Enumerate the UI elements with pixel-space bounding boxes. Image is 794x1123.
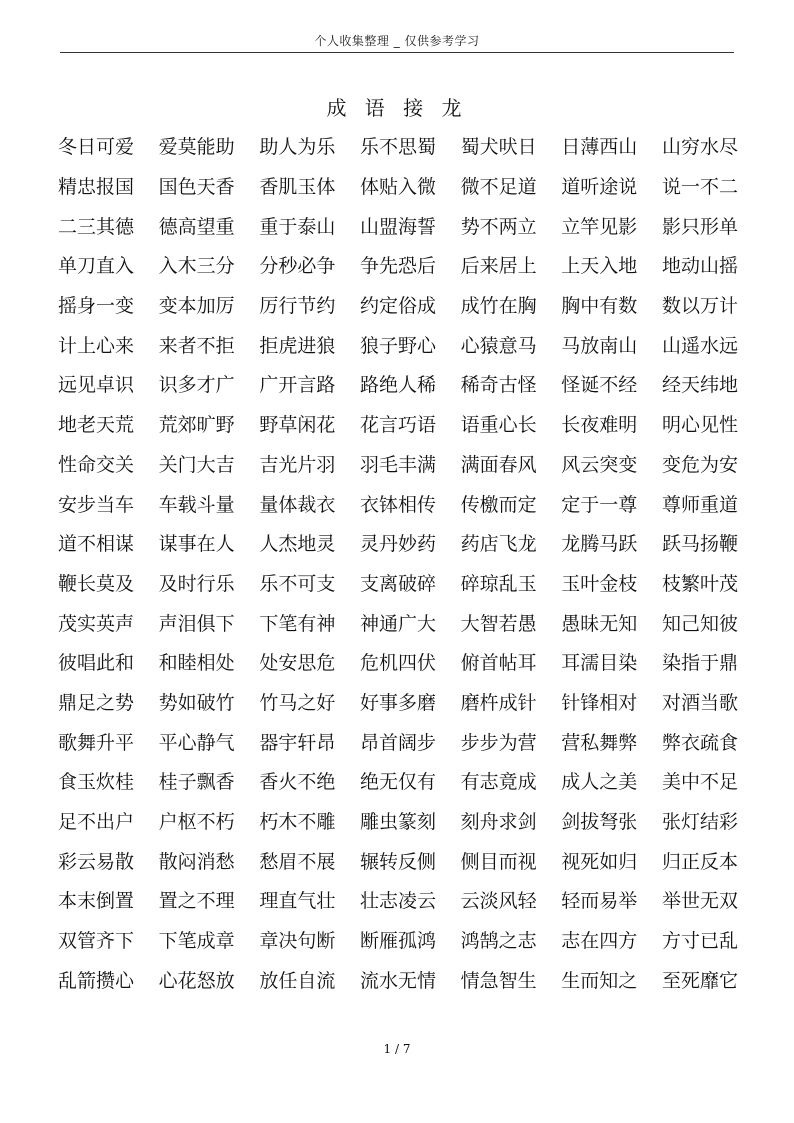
- idiom: 户枢不朽: [158, 811, 235, 834]
- idiom: 荒郊旷野: [158, 414, 235, 437]
- idiom: 心猿意马: [460, 334, 537, 357]
- idiom: 方寸已乱: [661, 930, 738, 953]
- idiom: 彼唱此和: [58, 652, 135, 675]
- idiom: 乐不思蜀: [359, 136, 436, 159]
- page-header: 个人收集整理 _ 仅供参考学习: [314, 34, 480, 48]
- idiom-row: [58, 840, 738, 880]
- idiom: 染指于鼎: [661, 652, 738, 675]
- idiom-row: [58, 920, 738, 960]
- idiom: 散闷消愁: [158, 850, 235, 873]
- idiom: 势如破竹: [158, 691, 235, 714]
- idiom: 器宇轩昂: [259, 731, 336, 754]
- idiom: 花言巧语: [359, 414, 436, 437]
- idiom: 壮志凌云: [359, 890, 436, 913]
- idiom: 弊衣疏食: [661, 731, 738, 754]
- idiom: 昂首阔步: [359, 731, 436, 754]
- idiom: 至死靡它: [661, 969, 738, 992]
- idiom-row: [58, 761, 738, 801]
- idiom: 神通广大: [359, 612, 436, 635]
- idiom: 稀奇古怪: [460, 374, 537, 397]
- idiom: 枝繁叶茂: [661, 572, 738, 595]
- idiom: 约定俗成: [359, 295, 436, 318]
- idiom: 愁眉不展: [259, 850, 336, 873]
- idiom: 明心见性: [661, 414, 738, 437]
- idiom-row: [58, 245, 738, 285]
- idiom: 野草闲花: [259, 414, 336, 437]
- idiom: 路绝人稀: [359, 374, 436, 397]
- idiom: 流水无情: [359, 969, 436, 992]
- idiom: 断雁孤鸿: [359, 930, 436, 953]
- idiom: 胸中有数: [561, 295, 638, 318]
- idiom: 愚昧无知: [561, 612, 638, 635]
- idiom-row: [58, 880, 738, 920]
- idiom: 识多才广: [158, 374, 235, 397]
- idiom: 来者不拒: [158, 334, 235, 357]
- idiom: 车载斗量: [158, 493, 235, 516]
- idiom: 足不出户: [58, 811, 135, 834]
- idiom: 有志竟成: [460, 771, 537, 794]
- idiom: 剑拔弩张: [561, 811, 638, 834]
- idiom: 朽木不雕: [259, 811, 336, 834]
- idiom: 绝无仅有: [359, 771, 436, 794]
- idiom: 乐不可支: [259, 572, 336, 595]
- idiom: 危机四伏: [359, 652, 436, 675]
- idiom: 和睦相处: [158, 652, 235, 675]
- page-title: 成 语 接 龙: [326, 96, 468, 120]
- idiom: 针锋相对: [561, 691, 638, 714]
- idiom: 支离破碎: [359, 572, 436, 595]
- idiom: 尊师重道: [661, 493, 738, 516]
- idiom-row: [58, 324, 738, 364]
- idiom-row: [58, 602, 738, 642]
- idiom: 量体裁衣: [259, 493, 336, 516]
- idiom: 本末倒置: [58, 890, 135, 913]
- idiom: 美中不足: [661, 771, 738, 794]
- idiom: 数以万计: [661, 295, 738, 318]
- idiom: 歌舞升平: [58, 731, 135, 754]
- idiom: 下笔成章: [158, 930, 235, 953]
- idiom: 国色天香: [158, 176, 235, 199]
- idiom: 立竿见影: [561, 215, 638, 238]
- idiom: 步步为营: [460, 731, 537, 754]
- idiom: 经天纬地: [661, 374, 738, 397]
- idiom: 变危为安: [661, 453, 738, 476]
- idiom: 灵丹妙药: [359, 533, 436, 556]
- idiom: 体贴入微: [359, 176, 436, 199]
- idiom: 满面春风: [460, 453, 537, 476]
- idiom: 章决句断: [259, 930, 336, 953]
- idiom-list: [58, 126, 738, 999]
- idiom: 放任自流: [259, 969, 336, 992]
- idiom: 声泪俱下: [158, 612, 235, 635]
- idiom: 助人为乐: [259, 136, 336, 159]
- idiom: 传檄而定: [460, 493, 537, 516]
- idiom: 俯首帖耳: [460, 652, 537, 675]
- idiom: 置之不理: [158, 890, 235, 913]
- idiom: 跃马扬鞭: [661, 533, 738, 556]
- idiom: 风云突变: [561, 453, 638, 476]
- idiom: 关门大吉: [158, 453, 235, 476]
- idiom: 衣钵相传: [359, 493, 436, 516]
- idiom: 山盟海誓: [359, 215, 436, 238]
- idiom: 香肌玉体: [259, 176, 336, 199]
- idiom: 地老天荒: [58, 414, 135, 437]
- idiom: 人杰地灵: [259, 533, 336, 556]
- idiom-row: [58, 682, 738, 722]
- idiom: 视死如归: [561, 850, 638, 873]
- idiom: 举世无双: [661, 890, 738, 913]
- idiom: 日薄西山: [561, 136, 638, 159]
- idiom: 鸿鹄之志: [460, 930, 537, 953]
- idiom: 桂子飘香: [158, 771, 235, 794]
- idiom: 长夜难明: [561, 414, 638, 437]
- idiom: 鼎足之势: [58, 691, 135, 714]
- idiom: 地动山摇: [661, 255, 738, 278]
- idiom: 好事多磨: [359, 691, 436, 714]
- idiom: 羽毛丰满: [359, 453, 436, 476]
- idiom: 成竹在胸: [460, 295, 537, 318]
- idiom: 二三其德: [58, 215, 135, 238]
- idiom: 道不相谋: [58, 533, 135, 556]
- idiom: 志在四方: [561, 930, 638, 953]
- idiom-row: [58, 642, 738, 682]
- idiom-row: [58, 404, 738, 444]
- idiom: 定于一尊: [561, 493, 638, 516]
- idiom: 微不足道: [460, 176, 537, 199]
- idiom: 竹马之好: [259, 691, 336, 714]
- idiom-row: [58, 126, 738, 166]
- idiom-row: [58, 801, 738, 841]
- idiom: 重于泰山: [259, 215, 336, 238]
- idiom: 对酒当歌: [661, 691, 738, 714]
- idiom: 爱莫能助: [158, 136, 235, 159]
- idiom: 狼子野心: [359, 334, 436, 357]
- idiom: 下笔有神: [259, 612, 336, 635]
- idiom: 耳濡目染: [561, 652, 638, 675]
- idiom: 茂实英声: [58, 612, 135, 635]
- idiom-row: [58, 444, 738, 484]
- idiom: 势不两立: [460, 215, 537, 238]
- idiom: 轻而易举: [561, 890, 638, 913]
- idiom: 说一不二: [661, 176, 738, 199]
- idiom: 谋事在人: [158, 533, 235, 556]
- idiom: 彩云易散: [58, 850, 135, 873]
- idiom: 德高望重: [158, 215, 235, 238]
- idiom: 怪诞不经: [561, 374, 638, 397]
- idiom: 侧目而视: [460, 850, 537, 873]
- idiom: 鞭长莫及: [58, 572, 135, 595]
- idiom-row: [58, 523, 738, 563]
- idiom: 成人之美: [561, 771, 638, 794]
- idiom: 山穷水尽: [661, 136, 738, 159]
- idiom: 归正反本: [661, 850, 738, 873]
- idiom: 双管齐下: [58, 930, 135, 953]
- idiom: 营私舞弊: [561, 731, 638, 754]
- idiom: 后来居上: [460, 255, 537, 278]
- idiom: 语重心长: [460, 414, 537, 437]
- idiom: 性命交关: [58, 453, 135, 476]
- idiom: 心花怒放: [158, 969, 235, 992]
- idiom: 香火不绝: [259, 771, 336, 794]
- idiom: 入木三分: [158, 255, 235, 278]
- idiom-row: [58, 205, 738, 245]
- idiom: 吉光片羽: [259, 453, 336, 476]
- idiom: 张灯结彩: [661, 811, 738, 834]
- idiom: 冬日可爱: [58, 136, 135, 159]
- idiom: 摇身一变: [58, 295, 135, 318]
- idiom: 辗转反侧: [359, 850, 436, 873]
- idiom: 及时行乐: [158, 572, 235, 595]
- idiom: 食玉炊桂: [58, 771, 135, 794]
- idiom: 拒虎进狼: [259, 334, 336, 357]
- idiom-row: [58, 285, 738, 325]
- idiom: 处安思危: [259, 652, 336, 675]
- idiom: 磨杵成针: [460, 691, 537, 714]
- idiom: 单刀直入: [58, 255, 135, 278]
- page-number: 1 / 7: [383, 1042, 411, 1056]
- idiom: 生而知之: [561, 969, 638, 992]
- idiom: 平心静气: [158, 731, 235, 754]
- idiom: 分秒必争: [259, 255, 336, 278]
- idiom-row: [58, 364, 738, 404]
- idiom: 计上心来: [58, 334, 135, 357]
- idiom: 广开言路: [259, 374, 336, 397]
- idiom-row: [58, 721, 738, 761]
- idiom: 药店飞龙: [460, 533, 537, 556]
- idiom: 大智若愚: [460, 612, 537, 635]
- idiom: 理直气壮: [259, 890, 336, 913]
- idiom: 龙腾马跃: [561, 533, 638, 556]
- idiom: 马放南山: [561, 334, 638, 357]
- idiom: 刻舟求剑: [460, 811, 537, 834]
- idiom: 乱箭攒心: [58, 969, 135, 992]
- idiom: 精忠报国: [58, 176, 135, 199]
- idiom: 厉行节约: [259, 295, 336, 318]
- idiom: 碎琼乱玉: [460, 572, 537, 595]
- idiom: 远见卓识: [58, 374, 135, 397]
- idiom-row: [58, 166, 738, 206]
- idiom: 云淡风轻: [460, 890, 537, 913]
- idiom: 道听途说: [561, 176, 638, 199]
- idiom-row: [58, 563, 738, 603]
- idiom: 安步当车: [58, 493, 135, 516]
- idiom: 玉叶金枝: [561, 572, 638, 595]
- idiom: 影只形单: [661, 215, 738, 238]
- idiom: 上天入地: [561, 255, 638, 278]
- idiom-row: [58, 959, 738, 999]
- idiom: 蜀犬吠日: [460, 136, 537, 159]
- idiom: 变本加厉: [158, 295, 235, 318]
- idiom: 雕虫篆刻: [359, 811, 436, 834]
- idiom: 情急智生: [460, 969, 537, 992]
- idiom: 山遥水远: [661, 334, 738, 357]
- idiom: 知己知彼: [661, 612, 738, 635]
- idiom: 争先恐后: [359, 255, 436, 278]
- idiom-row: [58, 483, 738, 523]
- header-rule: [60, 52, 734, 53]
